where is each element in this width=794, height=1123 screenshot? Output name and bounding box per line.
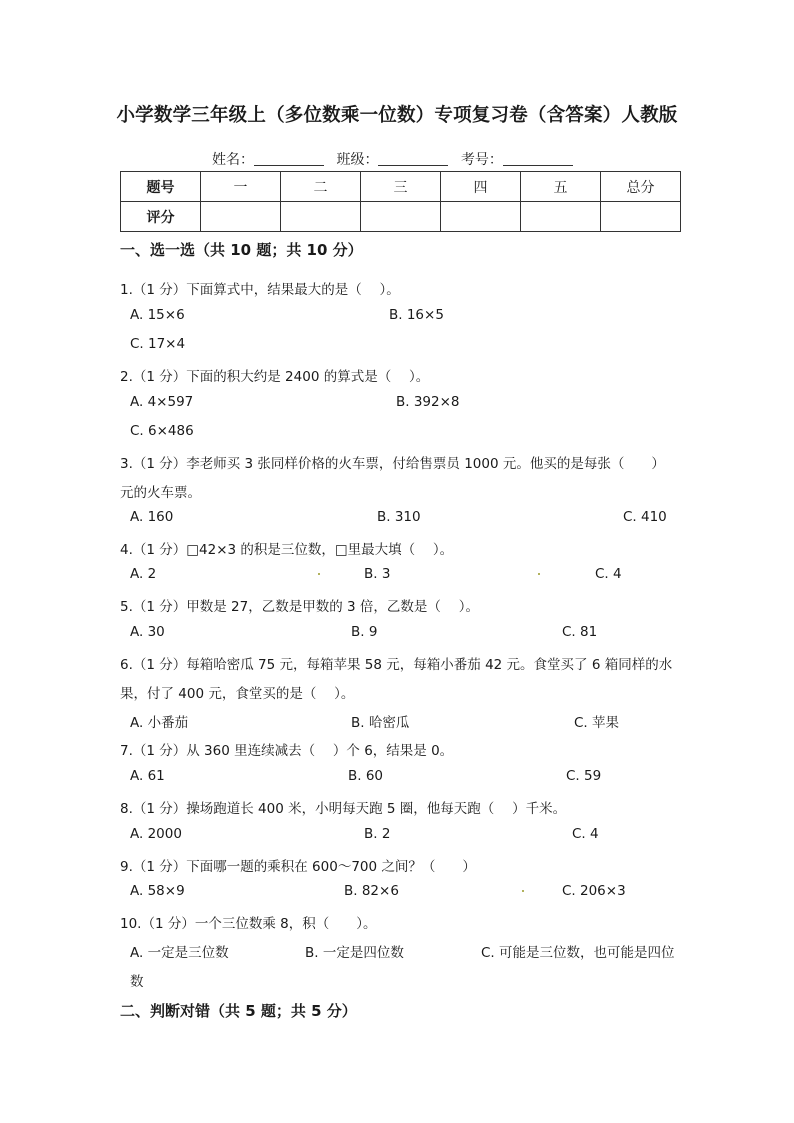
question-8-stem: 8.（1 分）操场跑道长 400 米，小明每天跑 5 圈，他每天跑（ ）千米。 (120, 801, 567, 817)
question-7-option-c: C. 59 (566, 768, 602, 784)
score-table-header: 题号 (121, 172, 201, 202)
question-6-stem: 6.（1 分）每箱哈密瓜 75 元，每箱苹果 58 元，每箱小番茄 42 元。食堂买了 6 箱同样的水 (120, 657, 673, 673)
question-5-option-a: A. 30 (130, 624, 165, 640)
question-3-option-c: C. 410 (623, 509, 667, 525)
question-3-stem-continued: 元的火车票。 (120, 485, 201, 501)
question-9-stem: 9.（1 分）下面哪一题的乘积在 600～700 之间？（ ） (120, 859, 476, 875)
question-8-option-a: A. 2000 (130, 826, 182, 842)
question-7-option-a: A. 61 (130, 768, 165, 784)
question-10-option-c-continued: 数 (130, 974, 144, 990)
question-2-stem: 2.（1 分）下面的积大约是 2400 的算式是（ ）。 (120, 369, 430, 385)
question-2-option-b: B. 392×8 (396, 394, 460, 410)
question-4-option-a: A. 2 (130, 566, 157, 582)
class-label: 班级： (336, 152, 379, 168)
class-blank (378, 151, 448, 166)
question-6-option-c: C. 苹果 (574, 715, 620, 731)
score-cell (521, 202, 601, 232)
score-cell (361, 202, 441, 232)
question-9-option-a: A. 58×9 (130, 883, 185, 899)
score-cell (201, 202, 281, 232)
section-1-title: 一、选一选（共 10 题；共 10 分） (120, 241, 363, 259)
score-table-header-row (121, 172, 681, 202)
score-row-label: 评分 (121, 202, 201, 232)
question-1-option-b: B. 16×5 (389, 307, 444, 323)
score-table-score-row (121, 202, 681, 232)
question-1-option-a: A. 15×6 (130, 307, 185, 323)
score-table-header: 四 (441, 172, 521, 202)
question-10-option-b: B. 一定是四位数 (305, 945, 404, 961)
question-8-option-c: C. 4 (572, 826, 599, 842)
speck-mark (538, 573, 540, 575)
question-2-option-a: A. 4×597 (130, 394, 194, 410)
exam-label: 考号： (460, 152, 503, 168)
question-6-option-b: B. 哈密瓜 (351, 715, 410, 731)
score-table-header: 五 (521, 172, 601, 202)
page-title: 小学数学三年级上（多位数乘一位数）专项复习卷（含答案）人教版 (116, 105, 678, 126)
score-table-header: 三 (361, 172, 441, 202)
question-10-option-c: C. 可能是三位数，也可能是四位 (481, 945, 675, 961)
score-cell (441, 202, 521, 232)
speck-mark (522, 890, 524, 892)
score-table-header: 一 (201, 172, 281, 202)
name-blank (254, 151, 324, 166)
question-10-stem: 10.（1 分）一个三位数乘 8，积（ ）。 (120, 916, 377, 932)
question-7-option-b: B. 60 (348, 768, 384, 784)
question-3-option-a: A. 160 (130, 509, 174, 525)
question-9-option-b: B. 82×6 (344, 883, 399, 899)
question-7-stem: 7.（1 分）从 360 里连续减去（ ）个 6，结果是 0。 (120, 743, 454, 759)
score-table (120, 171, 681, 232)
question-3-stem: 3.（1 分）李老师买 3 张同样价格的火车票，付给售票员 1000 元。他买的是每张（ ） (120, 456, 665, 472)
question-4-option-b: B. 3 (364, 566, 391, 582)
question-6-option-a: A. 小番茄 (130, 715, 189, 731)
question-9-option-c: C. 206×3 (562, 883, 626, 899)
score-cell (601, 202, 681, 232)
question-8-option-b: B. 2 (364, 826, 391, 842)
question-5-option-b: B. 9 (351, 624, 378, 640)
question-3-option-b: B. 310 (377, 509, 421, 525)
question-4-option-c: C. 4 (595, 566, 622, 582)
question-1-stem: 1.（1 分）下面算式中，结果最大的是（ ）。 (120, 282, 400, 298)
question-5-option-c: C. 81 (562, 624, 598, 640)
section-2-title: 二、判断对错（共 5 题；共 5 分） (120, 1002, 357, 1020)
exam-blank (503, 151, 573, 166)
score-cell (281, 202, 361, 232)
question-2-option-c: C. 6×486 (130, 423, 194, 439)
question-1-option-c: C. 17×4 (130, 336, 186, 352)
question-5-stem: 5.（1 分）甲数是 27，乙数是甲数的 3 倍，乙数是（ ）。 (120, 599, 479, 615)
name-label: 姓名： (212, 152, 254, 168)
score-table-header: 总分 (601, 172, 681, 202)
question-6-stem-continued: 果，付了 400 元，食堂买的是（ ）。 (120, 686, 355, 702)
question-10-option-a: A. 一定是三位数 (130, 945, 229, 961)
score-table-header: 二 (281, 172, 361, 202)
student-info-line (212, 149, 581, 169)
question-4-stem: 4.（1 分）□42×3 的积是三位数，□里最大填（ ）。 (120, 542, 454, 558)
speck-mark (318, 573, 320, 575)
